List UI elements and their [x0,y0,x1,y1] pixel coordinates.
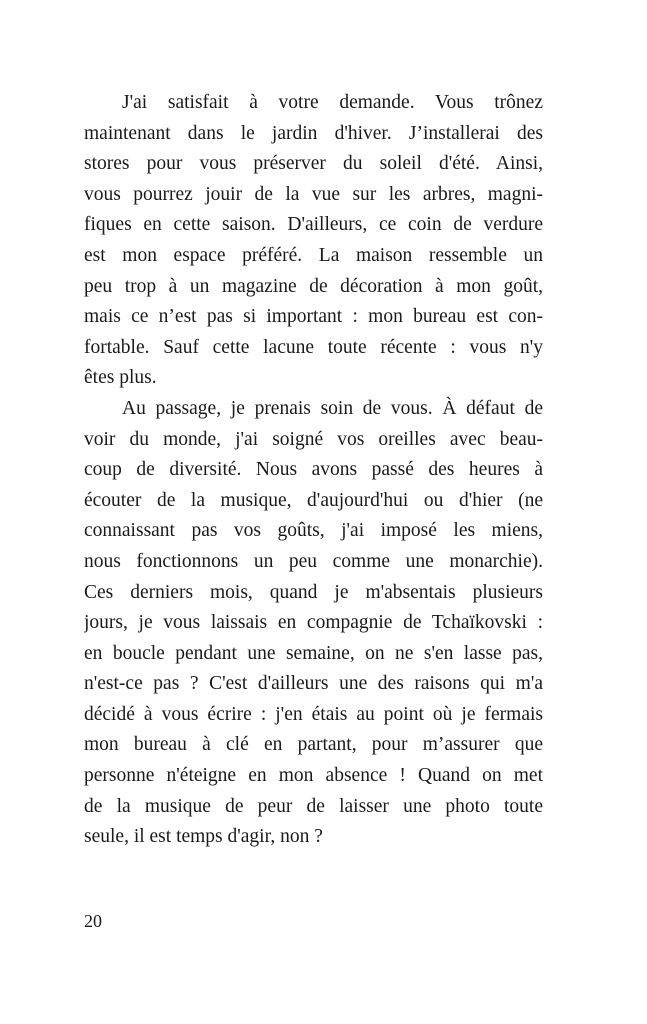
text-line: décidé à vous écrire : j'en étais au point où je fermais [84,703,543,725]
text-line: écouter de la musique, d'aujourd'hui ou d'hier (ne [84,489,543,511]
text-line: fiques en cette saison. D'ailleurs, ce coin de verdure [84,214,543,236]
text-line: J'ai satisfait à votre demande. Vous trônez [122,92,543,113]
text-line: nous fonctionnons un peu comme une monarchie). [84,550,543,572]
text-line: n'est-ce pas ? C'est d'ailleurs une des raisons qui m'a [84,673,543,695]
text-line: de la musique de peur de laisser une photo toute [84,795,543,817]
text-line: mon bureau à clé en partant, pour m’assurer que [84,734,543,756]
text-line: personne n'éteigne en mon absence ! Quand on met [84,765,543,787]
text-line: voir du monde, j'ai soigné vos oreilles avec beau- [84,428,543,450]
page-number: 20 [84,911,102,931]
text-line: connaissant pas vos goûts, j'ai imposé les miens, [84,520,543,542]
text-line: stores pour vous préserver du soleil d'été. Ainsi, [84,153,543,175]
text-line: est mon espace préféré. La maison ressemble un [84,244,543,266]
text-line: coup de diversité. Nous avons passé des heures à [84,459,543,481]
text-line: seule, il est temps d'agir, non ? [84,826,323,848]
text-line: Ces derniers mois, quand je m'absentais plusieurs [84,581,543,603]
text-line: êtes plus. [84,367,157,389]
text-line: vous pourrez jouir de la vue sur les arbres, magni- [84,183,543,205]
text-line: mais ce n’est pas si important : mon bureau est con- [84,306,543,328]
text-line: jours, je vous laissais en compagnie de Tchaïkovski : [84,612,543,634]
text-line: en boucle pendant une semaine, on ne s'en lasse pas, [84,642,543,664]
text-line: fortable. Sauf cette lacune toute récente : vous n'y [84,336,543,358]
body-text [84,88,543,853]
text-line: Au passage, je prenais soin de vous. À défaut de [122,397,543,419]
text-line: maintenant dans le jardin d'hiver. J’installerai des [84,122,543,144]
text-line: peu trop à un magazine de décoration à mon goût, [84,275,543,297]
